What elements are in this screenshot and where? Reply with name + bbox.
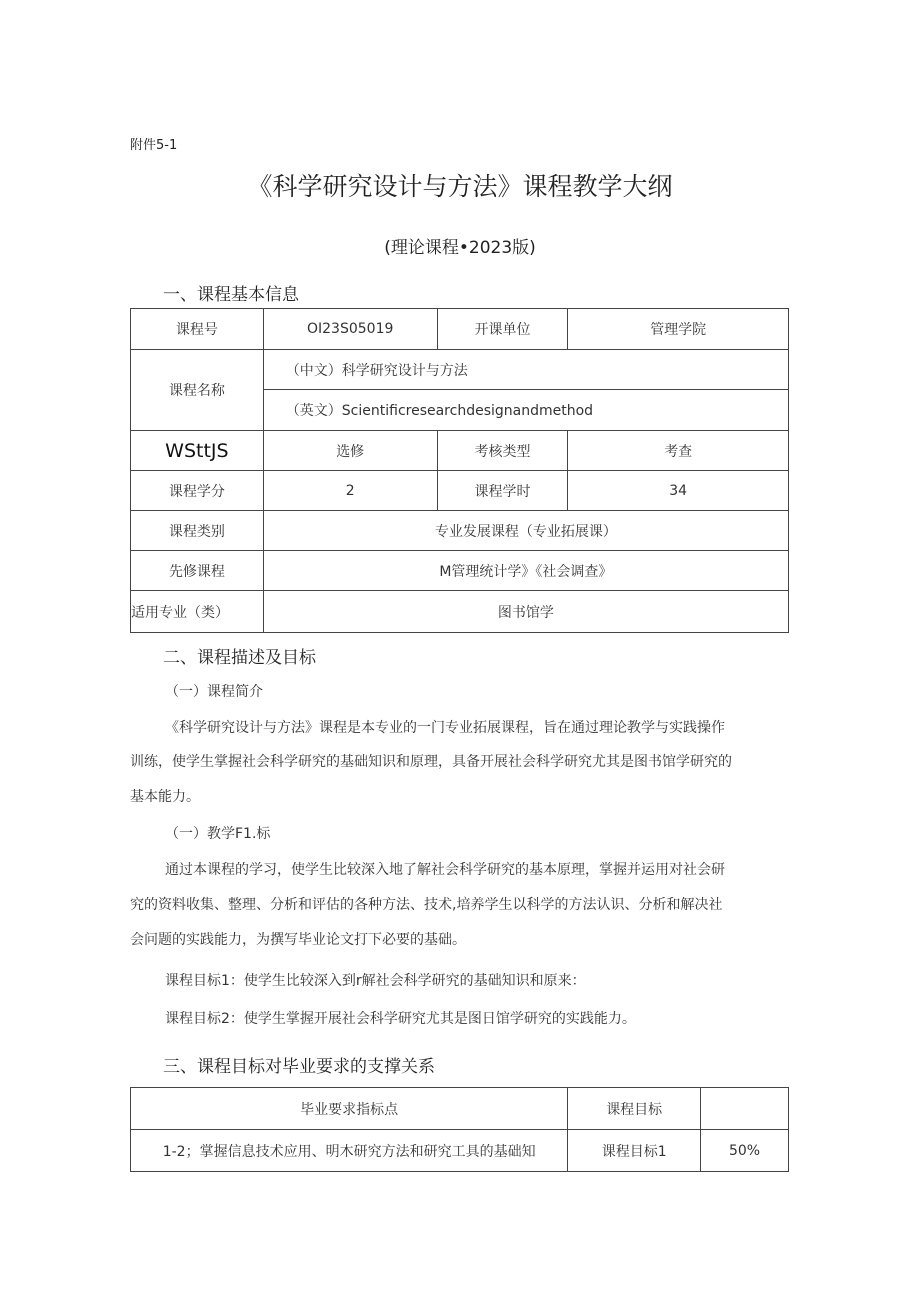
table-row [131,591,789,633]
hours-label: 课程学时 [437,471,568,511]
prereq: M管理统计学》《社会调查》 [263,551,788,591]
weight-cell: 50% [701,1130,789,1172]
table-row [131,511,789,551]
subheading-goals: （一）教学F1.标 [165,826,271,842]
nature-label: WSttJS [131,431,264,471]
table-row [131,471,789,511]
exam-label: 考核类型 [437,431,568,471]
course-goal-cell: 课程目标1 [568,1130,701,1172]
requirement-cell: 1-2；掌握信息技术应用、明木研究方法和研究工具的基础知 [131,1130,568,1172]
table-row [131,309,789,350]
header-weight [701,1088,789,1130]
support-table [130,1087,789,1172]
intro-line: 训练，使学生掌握社会科学研究的基础知识和原理，具备开展社会科学研究尤其是图书馆学研究的 [130,754,732,770]
nature: 选修 [263,431,437,471]
unit-label: 开课单位 [437,309,568,350]
category-label: 课程类别 [131,511,264,551]
course-goal-2: 课程目标2：使学生掌握开展社会科学研究尤其是图日馆学研究的实践能力。 [165,1011,636,1027]
major-label: 适用专业（类） [131,591,264,633]
goals-line: 会问题的实践能力，为撰写毕业论文打下必要的基础。 [130,932,466,948]
credit: 2 [263,471,437,511]
header-course-goal: 课程目标 [568,1088,701,1130]
course-no: OI23S05019 [263,309,437,350]
subheading-intro: （一）课程简介 [165,684,263,700]
prereq-label: 先修课程 [131,551,264,591]
name-cn: （中文）科学研究设计与方法 [263,350,788,390]
category: 专业发展课程（专业拓展课） [263,511,788,551]
name-en: （英文）Scientificresearchdesignandmethod [263,390,788,431]
section3-heading: 三、课程目标对毕业要求的支撑关系 [163,1057,435,1077]
course-goal-1: 课程目标1：使学生比较深入到r解社会科学研究的基础知识和原来： [165,973,586,989]
goals-line: 究的资料收集、整理、分析和评估的各种方法、技术,培养学生以科学的方法认识、分析和解决社 [130,897,723,913]
page-title: 《科学研究设计与方法》课程教学大纲 [247,172,673,201]
section2-heading: 二、课程描述及目标 [163,648,316,668]
table-row [131,1130,789,1172]
table-row [131,350,789,390]
unit: 管理学院 [568,309,789,350]
intro-line: 基本能力。 [130,789,200,805]
hours: 34 [568,471,789,511]
credit-label: 课程学分 [131,471,264,511]
exam: 考查 [568,431,789,471]
header-requirement: 毕业要求指标点 [131,1088,568,1130]
intro-line: 《科学研究设计与方法》课程是本专业的一门专业拓展课程，旨在通过理论教学与实践操作 [165,720,725,736]
page-subtitle: (理论课程•2023版) [384,238,536,258]
name-label: 课程名称 [131,350,264,431]
goals-line: 通过本课程的学习，使学生比较深入地了解社会科学研究的基本原理，掌握并运用对社会研 [165,862,725,878]
attachment-label: 附件5-1 [130,138,178,153]
course-no-label: 课程号 [131,309,264,350]
table-row [131,551,789,591]
major: 图书馆学 [263,591,788,633]
table-row [131,431,789,471]
course-info-table [130,308,789,633]
table-header-row [131,1088,789,1130]
section1-heading: 一、课程基本信息 [163,285,299,305]
